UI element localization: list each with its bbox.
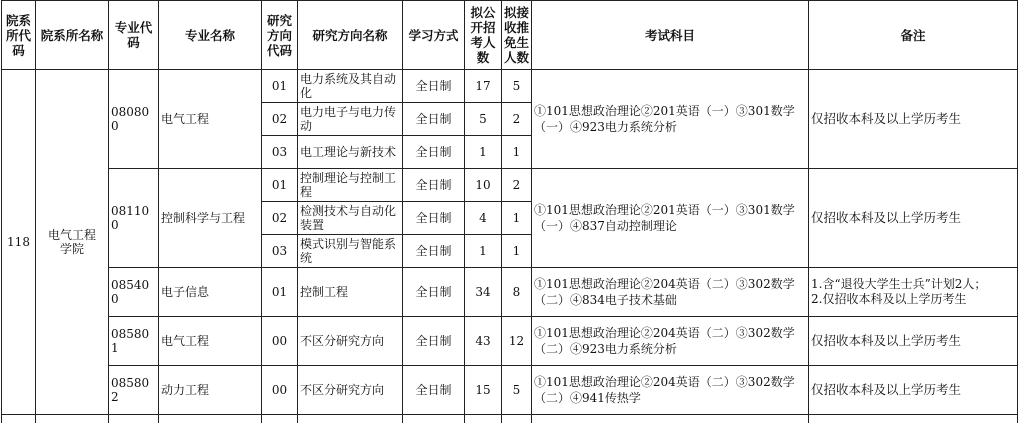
direction-code: 01: [262, 268, 298, 317]
study-mode: 全日制: [403, 169, 465, 202]
study-mode: 全日制: [403, 235, 465, 268]
header-plan-exempt: 拟接收推免生人数: [502, 1, 532, 70]
direction-code: 00: [262, 317, 298, 366]
direction-name: 电力电子与电力传动: [298, 103, 403, 136]
direction-name: 不区分研究方向: [298, 317, 403, 366]
major-name: 电气工程: [159, 317, 262, 366]
remarks: 仅招收本科及以上学历考生: [809, 169, 1018, 268]
study-mode: 全日制: [403, 366, 465, 415]
plan-public: 15: [465, 366, 502, 415]
exam-subjects: ①101思想政治理论②204英语（二）③302数学（二）④923电力系统分析: [532, 317, 809, 366]
direction-name: 电力系统及其自动化: [298, 70, 403, 103]
direction-name: 电工理论与新技术: [298, 136, 403, 169]
header-college-code: 院系所代码: [2, 1, 36, 70]
admissions-table: [1, 0, 1018, 423]
plan-public: 17: [465, 70, 502, 103]
remarks: 仅招收本科及以上学历考生: [809, 317, 1018, 366]
plan-exempt: 2: [502, 103, 532, 136]
study-mode: 全日制: [403, 103, 465, 136]
college-name: 电气工程学院: [36, 70, 109, 415]
direction-code: 03: [262, 235, 298, 268]
header-exam-subjects: 考试科目: [532, 1, 809, 70]
plan-public: 10: [465, 169, 502, 202]
direction-name: 控制工程: [298, 268, 403, 317]
major-name: 控制科学与工程: [159, 169, 262, 268]
direction-code: 02: [262, 103, 298, 136]
table-row: [2, 317, 1018, 366]
study-mode: 全日制: [403, 136, 465, 169]
direction-code: 02: [262, 202, 298, 235]
plan-exempt: 8: [502, 268, 532, 317]
major-name: 电气工程: [159, 70, 262, 169]
study-mode: 全日制: [403, 268, 465, 317]
plan-public: 34: [465, 268, 502, 317]
exam-subjects: ①101思想政治理论②201英语（一）③301数学（一）④923电力系统分析: [532, 70, 809, 169]
major-name: 动力工程: [159, 366, 262, 415]
header-direction-code: 研究方向代码: [262, 1, 298, 70]
major-code: 080800: [109, 70, 159, 169]
plan-exempt: 5: [502, 70, 532, 103]
header-study-mode: 学习方式: [403, 1, 465, 70]
major-code: 085400: [109, 268, 159, 317]
direction-name: 不区分研究方向: [298, 366, 403, 415]
college-code: 118: [2, 70, 36, 415]
direction-code: 01: [262, 169, 298, 202]
direction-code: 03: [262, 136, 298, 169]
direction-name: 检测技术与自动化装置: [298, 202, 403, 235]
header-major-code: 专业代码: [109, 1, 159, 70]
header-row: [2, 1, 1018, 70]
study-mode: 全日制: [403, 70, 465, 103]
study-mode: 全日制: [403, 317, 465, 366]
plan-public: 4: [465, 202, 502, 235]
plan-exempt: 1: [502, 202, 532, 235]
major-name: 电子信息: [159, 268, 262, 317]
header-college-name: 院系所名称: [36, 1, 109, 70]
major-code: 085802: [109, 366, 159, 415]
table-row: [2, 70, 1018, 103]
remarks: 仅招收本科及以上学历考生: [809, 70, 1018, 169]
major-code: 081100: [109, 169, 159, 268]
direction-name: 模式识别与智能系统: [298, 235, 403, 268]
plan-public: 43: [465, 317, 502, 366]
major-code: 085801: [109, 317, 159, 366]
remarks: 1.含“退役大学生士兵”计划2人； 2.仅招收本科及以上学历考生: [809, 268, 1018, 317]
exam-subjects: ①101思想政治理论②204英语（二）③302数学（二）④834电子技术基础: [532, 268, 809, 317]
plan-public: 1: [465, 235, 502, 268]
table-row: [2, 268, 1018, 317]
header-plan-public: 拟公开招考人数: [465, 1, 502, 70]
plan-exempt: 12: [502, 317, 532, 366]
remarks: 仅招收本科及以上学历考生: [809, 366, 1018, 415]
direction-name: 控制理论与控制工程: [298, 169, 403, 202]
study-mode: 全日制: [403, 202, 465, 235]
plan-exempt: 1: [502, 235, 532, 268]
exam-subjects: ①101思想政治理论②204英语（二）③302数学（二）④941传热学: [532, 366, 809, 415]
table-row: [2, 169, 1018, 202]
plan-exempt: 2: [502, 169, 532, 202]
plan-exempt: 1: [502, 136, 532, 169]
header-remarks: 备注: [809, 1, 1018, 70]
direction-code: 00: [262, 366, 298, 415]
header-direction-name: 研究方向名称: [298, 1, 403, 70]
plan-exempt: 5: [502, 366, 532, 415]
direction-code: 01: [262, 70, 298, 103]
table-row: [2, 366, 1018, 415]
plan-public: 1: [465, 136, 502, 169]
header-major-name: 专业名称: [159, 1, 262, 70]
plan-public: 5: [465, 103, 502, 136]
table-row-continuation: [2, 415, 1018, 424]
exam-subjects: ①101思想政治理论②201英语（一）③301数学（一）④837自动控制理论: [532, 169, 809, 268]
